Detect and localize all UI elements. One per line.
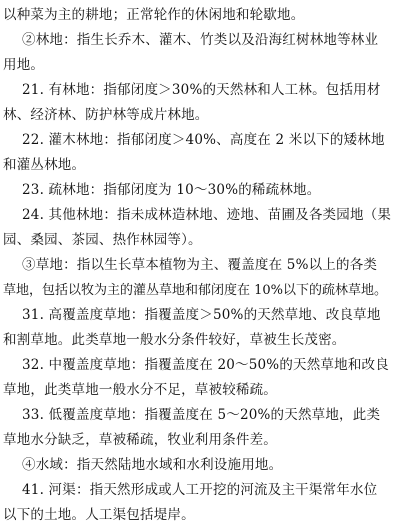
text-line-1: 以种菜为主的耕地；正常轮作的休闲地和轮歇地。	[3, 7, 305, 23]
text-line-18: 草地水分缺乏，草被稀疏，牧业利用条件差。	[3, 432, 277, 448]
text-line-8: 23. 疏林地：指郁闭度为 10～30%的稀疏林地。	[22, 182, 321, 198]
text-line-10: 园、桑园、茶园、热作林园等）。	[3, 232, 202, 248]
text-line-11: ③草地：指以生长草本植物为主、覆盖度在 5%以上的各类	[22, 257, 378, 273]
text-line-21: 以下的土地。人工渠包括堤岸。	[3, 507, 195, 523]
text-line-20: 41. 河渠：指天然形成或人工开挖的河流及主干渠常年水位	[22, 482, 378, 498]
text-line-19: ④水域：指天然陆地水域和水利设施用地。	[22, 457, 283, 473]
text-line-2: ②林地：指生长乔木、灌木、竹类以及沿海红树林地等林业	[22, 32, 379, 48]
text-line-17: 33. 低覆盖度草地：指覆盖度在 5～20%的天然草地，此类	[22, 407, 381, 423]
text-line-16: 草地，此类草地一般水分不足，草被较稀疏。	[3, 382, 277, 398]
text-line-9: 24. 其他林地：指未成林造林地、迹地、苗圃及各类园地（果	[22, 207, 392, 223]
text-line-7: 和灌丛林地。	[3, 157, 86, 173]
text-line-6: 22. 灌木林地：指郁闭度＞40%、高度在 2 米以下的矮林地	[22, 132, 385, 148]
text-line-5: 林、经济林、防护林等成片林地。	[3, 107, 209, 123]
text-line-14: 和割草地。此类草地一般水分条件较好，草被生长茂密。	[3, 332, 346, 348]
text-line-15: 32. 中覆盖度草地：指覆盖度在 20～50%的天然草地和改良	[22, 357, 389, 373]
text-line-4: 21. 有林地：指郁闭度＞30%的天然林和人工林。包括用材	[22, 82, 381, 98]
text-line-12: 草地，包括以牧为主的灌丛草地和郁闭度在 10%以下的疏林草地。	[3, 283, 388, 298]
text-line-3: 用地。	[3, 57, 45, 73]
text-line-13: 31. 高覆盖度草地：指覆盖度＞50%的天然草地、改良草地	[22, 307, 381, 323]
